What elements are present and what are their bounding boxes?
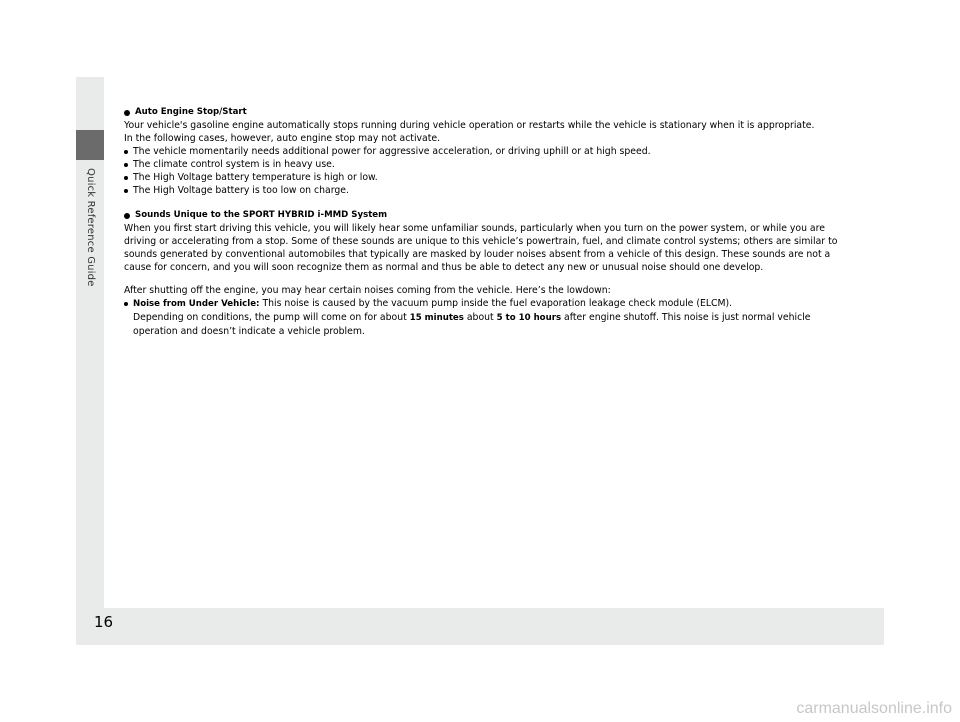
noise-text: This noise is caused by the vacuum pump inside the fuel evaporation leakage check module (ELCM).	[262, 298, 733, 309]
paragraph: Your vehicle's gasoline engine automatically stops running during vehicle operation or restarts while the vehicle is stationary when it is appropriate.	[124, 120, 815, 131]
paragraph: When you first start driving this vehicle, you will likely hear some unfamiliar sounds, particularly when you turn on the power system, or while you are driving or accelerating from a stop. Some of these sounds are unique to this vehicle’s powertrain, fuel, and climate control systems; others are similar to sounds generated by conventional automobiles that typically are masked by louder noises absent from a vehicle of this design. These sounds are not a cause for concern, and you will soon recognize them as normal and thus be able to detect any new or unusual noise should one develop.	[124, 223, 838, 273]
heading-text: Sounds Unique to the SPORT HYBRID i-MMD System	[135, 210, 388, 220]
list-item: The climate control system is in heavy use.	[124, 158, 844, 171]
detail-hours: 5 to 10 hours	[496, 313, 562, 323]
bullet-dot-icon	[124, 110, 130, 116]
sidebar-label: Quick Reference Guide	[85, 168, 96, 287]
heading-text: Auto Engine Stop/Start	[135, 107, 247, 117]
page-number: 16	[94, 613, 114, 631]
watermark: carmanualsonline.info	[796, 700, 952, 717]
detail-text: after engine shutoff. This noise is just normal vehicle operation and doesn’t indicate a vehicle problem.	[133, 312, 811, 337]
text-block	[124, 106, 844, 338]
detail-text: Depending on conditions, the pump will come on for about	[133, 312, 407, 323]
list-item: The High Voltage battery is too low on charge.	[124, 184, 844, 197]
noise-label: Noise from Under Vehicle:	[133, 299, 260, 309]
list-item	[124, 297, 844, 338]
list-item: The vehicle momentarily needs additional power for aggressive acceleration, or driving uphill or at high speed.	[124, 145, 844, 158]
detail-text: about	[466, 312, 494, 323]
sidebar-tab-marker	[76, 130, 104, 160]
paragraph: After shutting off the engine, you may hear certain noises coming from the vehicle. Here’s the lowdown:	[124, 285, 611, 296]
bullet-dot-icon	[124, 213, 130, 219]
section-heading-auto-stop	[124, 106, 844, 119]
detail-minutes: 15 minutes	[409, 313, 464, 323]
list-item: The High Voltage battery temperature is high or low.	[124, 171, 844, 184]
paragraph: In the following cases, however, auto engine stop may not activate.	[124, 133, 441, 144]
section-heading-sounds	[124, 209, 844, 222]
